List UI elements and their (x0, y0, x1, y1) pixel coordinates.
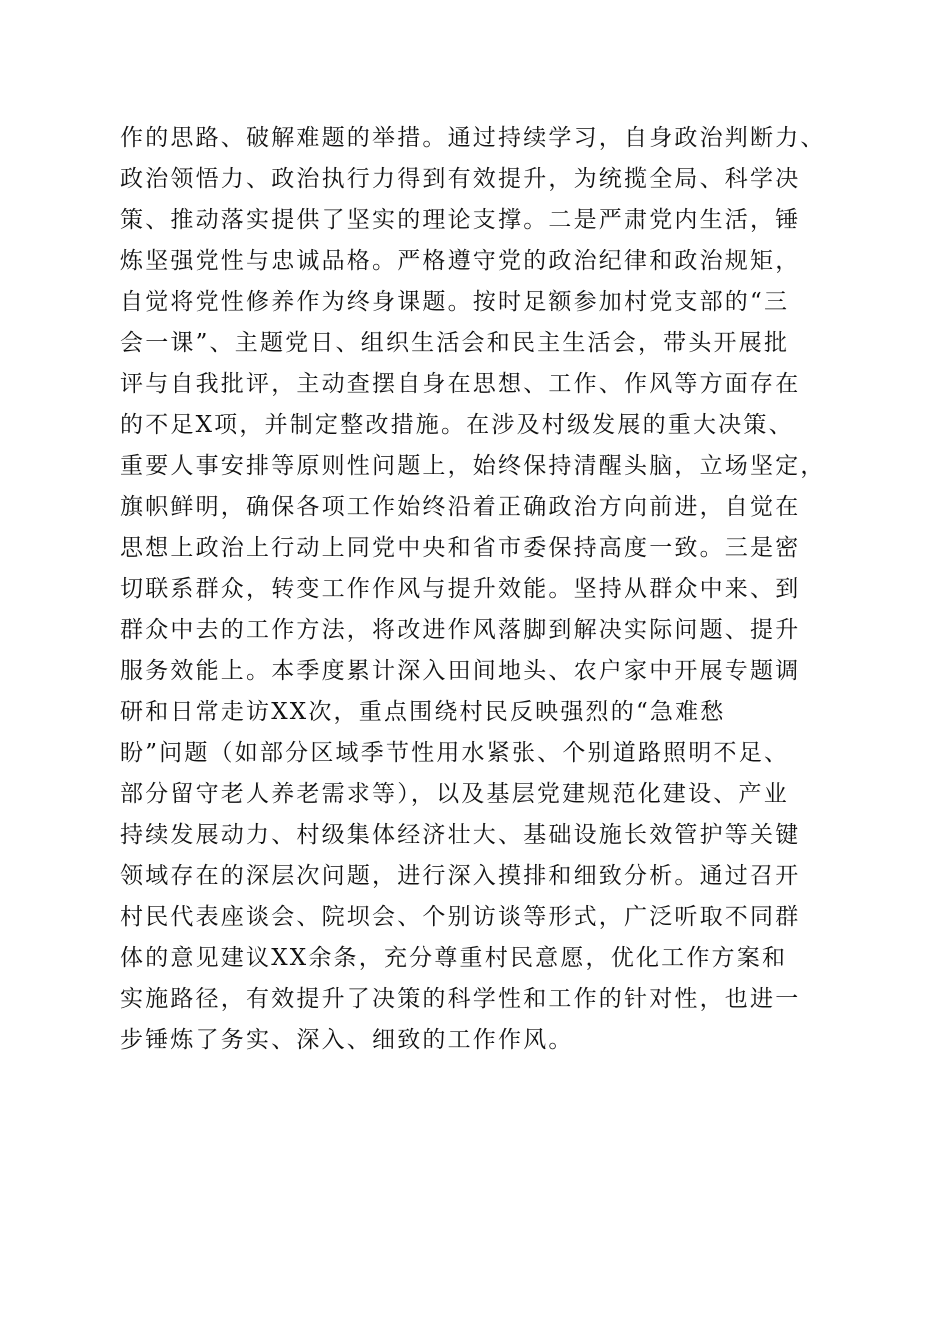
text-line: 研和日常走访XX次，重点围绕村民反映强烈的“急难愁 (120, 699, 726, 725)
text-line: 持续发展动力、村级集体经济壮大、基础设施长效管护等关键 (120, 822, 801, 848)
text-line: 实施路径，有效提升了决策的科学性和工作的针对性，也进一 (120, 986, 801, 1012)
text-line: 盼”问题（如部分区域季节性用水紧张、个别道路照明不足、 (120, 740, 790, 766)
text-line: 炼坚强党性与忠诚品格。严格遵守党的政治纪律和政治规矩， (120, 248, 801, 274)
text-line: 群众中去的工作方法，将改进作风落脚到解决实际问题、提升 (120, 617, 801, 643)
text-line: 领域存在的深层次问题，进行深入摸排和细致分析。通过召开 (120, 863, 801, 889)
text-line: 村民代表座谈会、院坝会、个别访谈等形式，广泛听取不同群 (120, 904, 801, 930)
text-line: 自觉将党性修养作为终身课题。按时足额参加村党支部的“三 (120, 289, 790, 315)
text-line: 思想上政治上行动上同党中央和省市委保持高度一致。三是密 (120, 535, 801, 561)
text-line: 步锤炼了务实、深入、细致的工作作风。 (120, 1027, 574, 1053)
text-line: 切联系群众，转变工作作风与提升效能。坚持从群众中来、到 (120, 576, 801, 602)
body-paragraph (120, 118, 840, 1061)
text-line: 部分留守老人养老需求等），以及基层党建规范化建设、产业 (120, 781, 789, 807)
text-line: 旗帜鲜明，确保各项工作始终沿着正确政治方向前进，自觉在 (120, 494, 801, 520)
text-line: 的不足X项，并制定整改措施。在涉及村级发展的重大决策、 (120, 412, 794, 438)
text-line: 作的思路、破解难题的举措。通过持续学习，自身政治判断力、 (120, 125, 826, 151)
text-line: 会一课”、主题党日、组织生活会和民主生活会，带头开展批 (120, 330, 790, 356)
text-line: 服务效能上。本季度累计深入田间地头、农户家中开展专题调 (120, 658, 801, 684)
text-line: 评与自我批评，主动查摆自身在思想、工作、作风等方面存在 (120, 371, 801, 397)
text-line: 体的意见建议XX余条，充分尊重村民意愿，优化工作方案和 (120, 945, 788, 971)
text-line: 政治领悟力、政治执行力得到有效提升，为统揽全局、科学决 (120, 166, 801, 192)
text-line: 重要人事安排等原则性问题上，始终保持清醒头脑，立场坚定， (120, 453, 826, 479)
text-line: 策、推动落实提供了坚实的理论支撑。二是严肃党内生活，锤 (120, 207, 801, 233)
